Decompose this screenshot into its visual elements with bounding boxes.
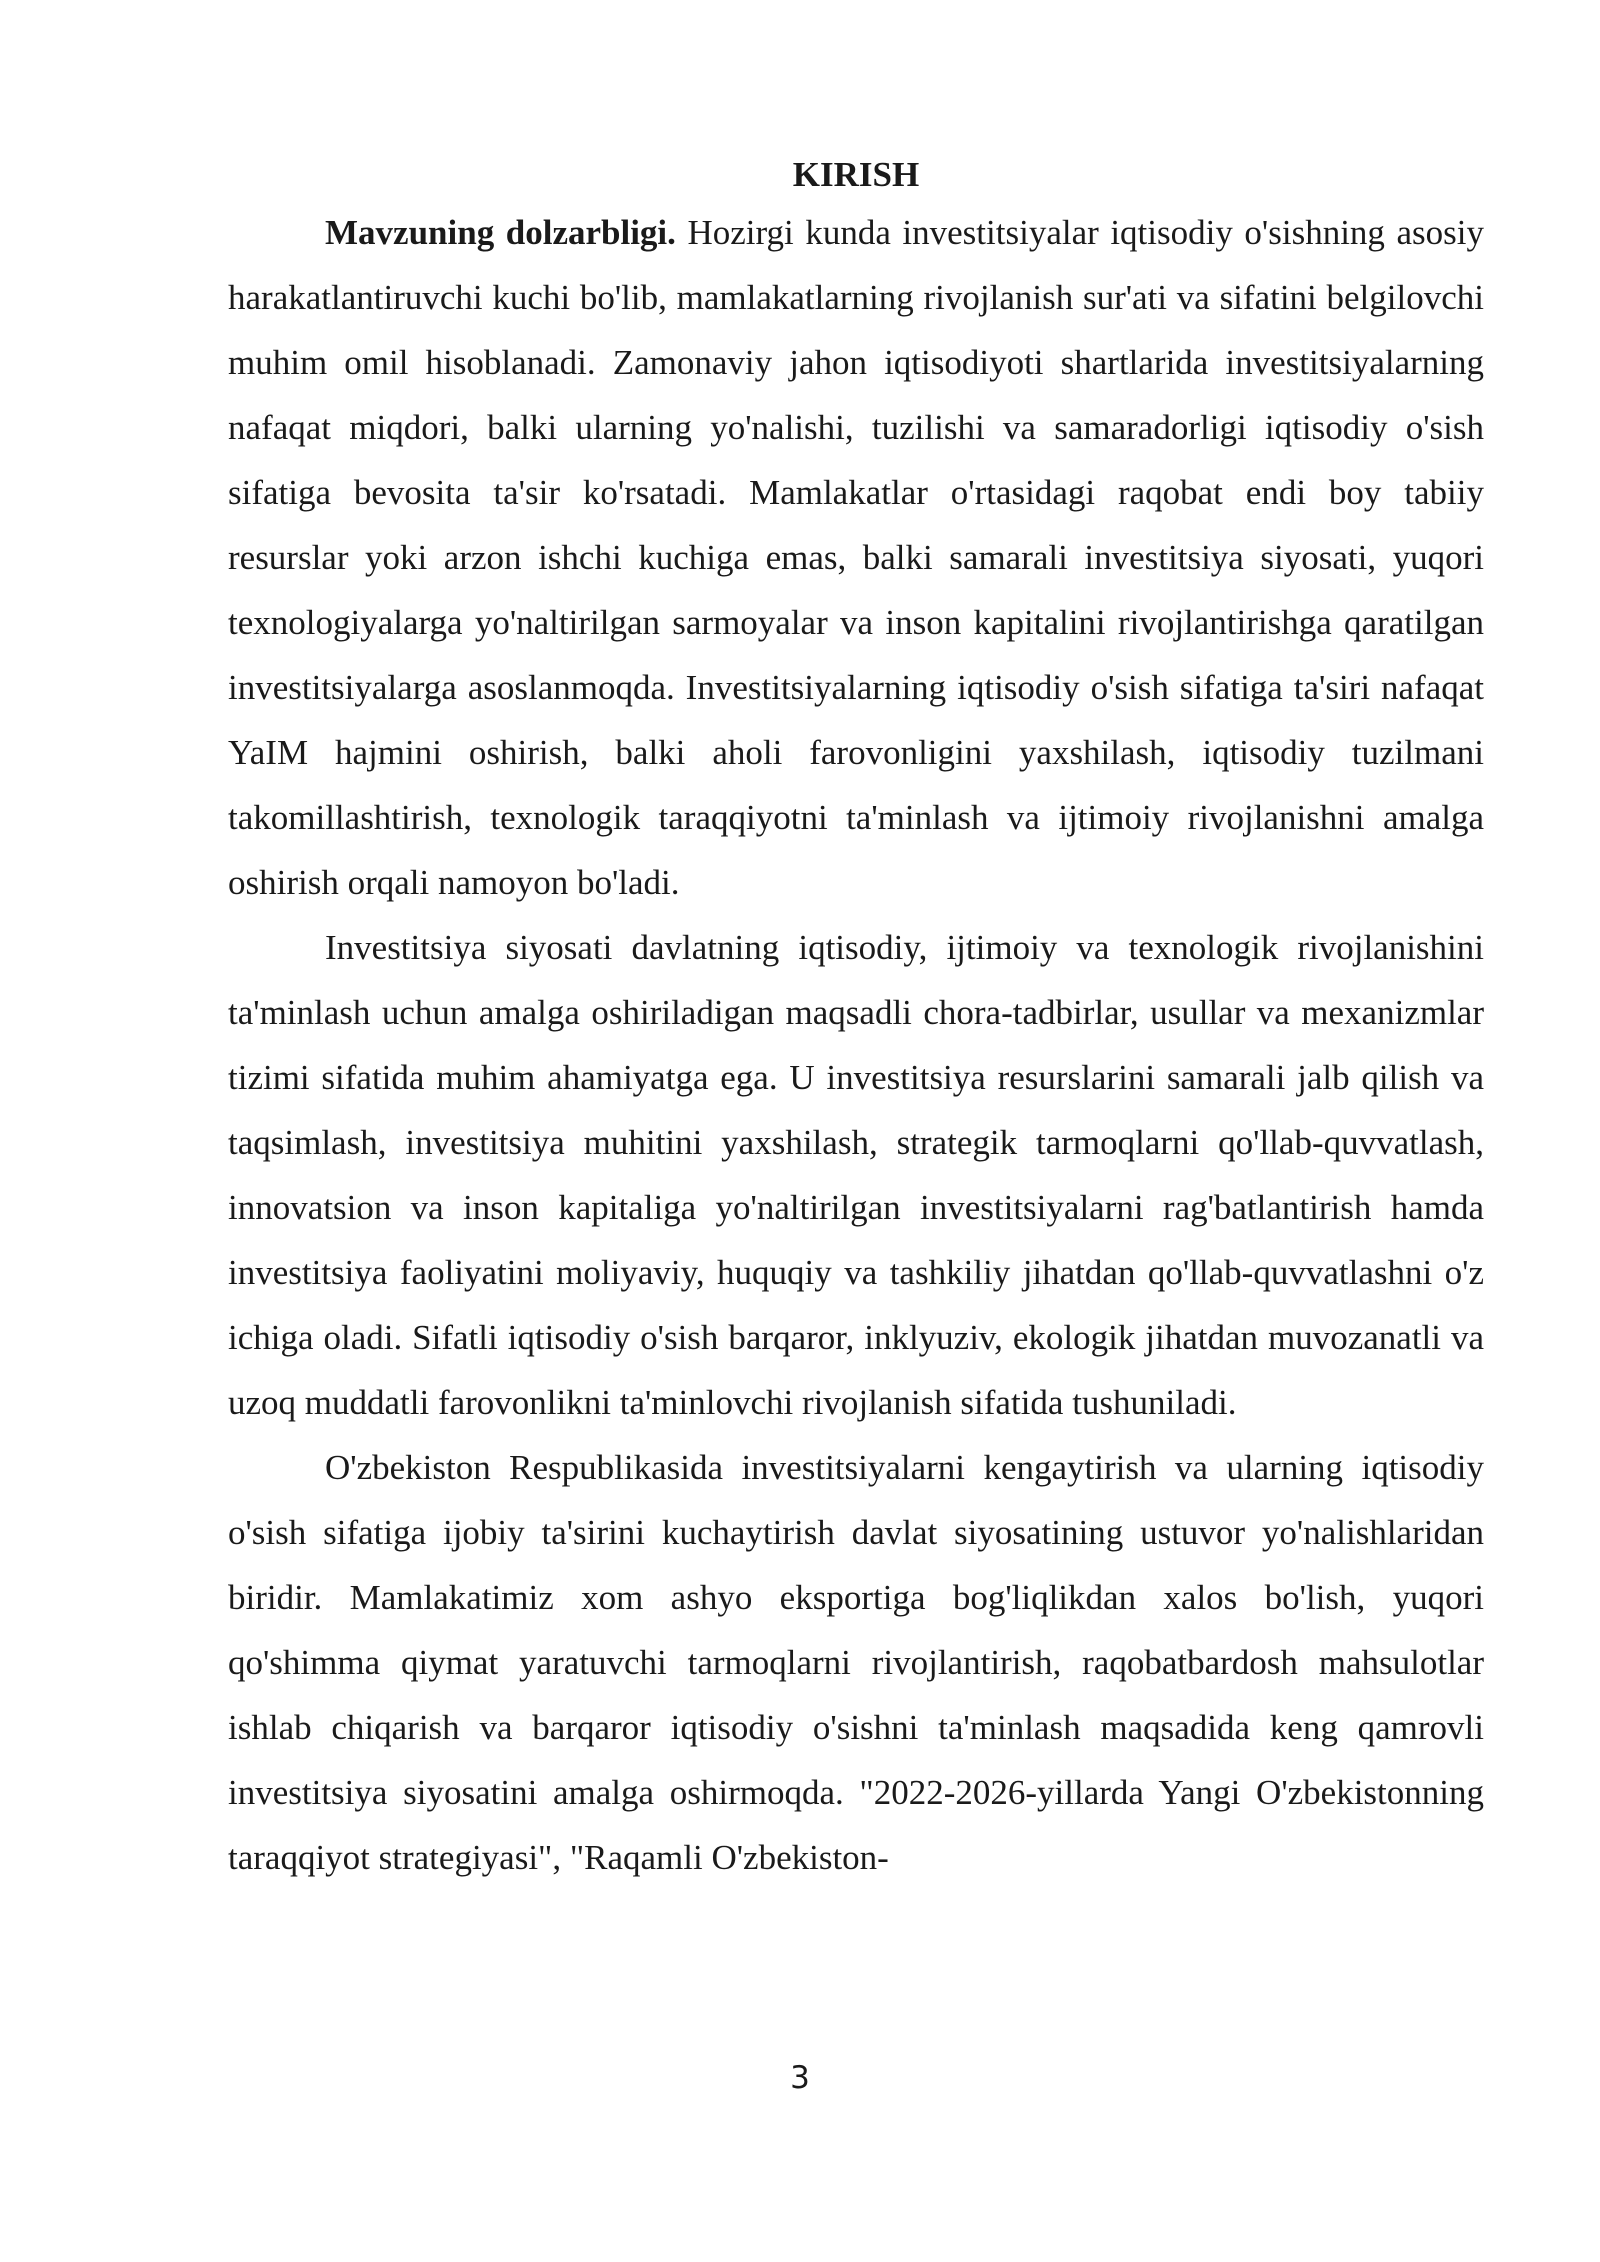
paragraph-text: Hozirgi kunda investitsiyalar iqtisodiy o'sishning asosiy harakatlantiruvchi kuchi bo'lib, mamlakatlarning rivojlanish sur'ati va sifatini belgilovchi muhim omil hisoblanadi. Zamonaviy jahon iqtisodiyoti shartlarida investitsiyalarning nafaqat miqdori, balki ularning yo'nalishi, tuzilishi va samaradorligi iqtisodiy o'sish sifatiga bevosita ta'sir ko'rsatadi. Mamlakatlar o'rtasidagi raqobat endi boy tabiiy resurslar yoki arzon ishchi kuchiga emas, balki samarali investitsiya siyosati, yuqori texnologiyalarga yo'naltirilgan sarmoyalar va inson kapitalini rivojlantirishga qaratilgan investitsiyalarga asoslanmoqda. Investitsiyalarning iqtisodiy o'sish sifatiga ta'siri nafaqat YaIM hajmini oshirish, balki aholi farovonligini yaxshilash, iqtisodiy tuzilmani takomillashtirish, texnologik taraqqiyotni ta'minlash va ijtimoiy rivojlanishni amalga oshirish orqali namoyon bo'ladi. (228, 213, 1484, 902)
paragraph-lead-heading: Mavzuning dolzarbligi. (325, 213, 676, 252)
paragraph-uzbekistan: O'zbekiston Respublikasida investitsiyalarni kengaytirish va ularning iqtisodiy o'sish sifatiga ijobiy ta'sirini kuchaytirish davlat siyosatining ustuvor yo'nalishlaridan biridir. Mamlakatimiz xom ashyo eksportiga bog'liqlikdan xalos bo'lish, yuqori qo'shimma qiymat yaratuvchi tarmoqlarni rivojlantirish, raqobatbardosh mahsulotlar ishlab chiqarish va barqaror iqtisodiy o'sishni ta'minlash maqsadida keng qamrovli investitsiya siyosatini amalga oshirmoqda. "2022-2026-yillarda Yangi O'zbekistonning taraqqiyot strategiyasi", "Raqamli O'zbekiston- (228, 1448, 1484, 1877)
paragraph-relevance (228, 200, 1484, 915)
paragraph-investment-policy: Investitsiya siyosati davlatning iqtisodiy, ijtimoiy va texnologik rivojlanishini ta'minlash uchun amalga oshiriladigan maqsadli chora-tadbirlar, usullar va mexanizmlar tizimi sifatida muhim ahamiyatga ega. U investitsiya resurslarini samarali jalb qilish va taqsimlash, investitsiya muhitini yaxshilash, strategik tarmoqlarni qo'llab-quvvatlash, innovatsion va inson kapitaliga yo'naltirilgan investitsiyalarni rag'batlantirish hamda investitsiya faoliyatini moliyaviy, huquqiy va tashkiliy jihatdan qo'llab-quvvatlashni o'z ichiga oladi. Sifatli iqtisodiy o'sish barqaror, inklyuziv, ekologik jihatdan muvozanatli va uzoq muddatli farovonlikni ta'minlovchi rivojlanish sifatida tushuniladi. (228, 928, 1484, 1422)
page-number: 3 (790, 2060, 810, 2096)
document-page (228, 150, 1484, 1890)
section-title: KIRISH (792, 155, 920, 194)
